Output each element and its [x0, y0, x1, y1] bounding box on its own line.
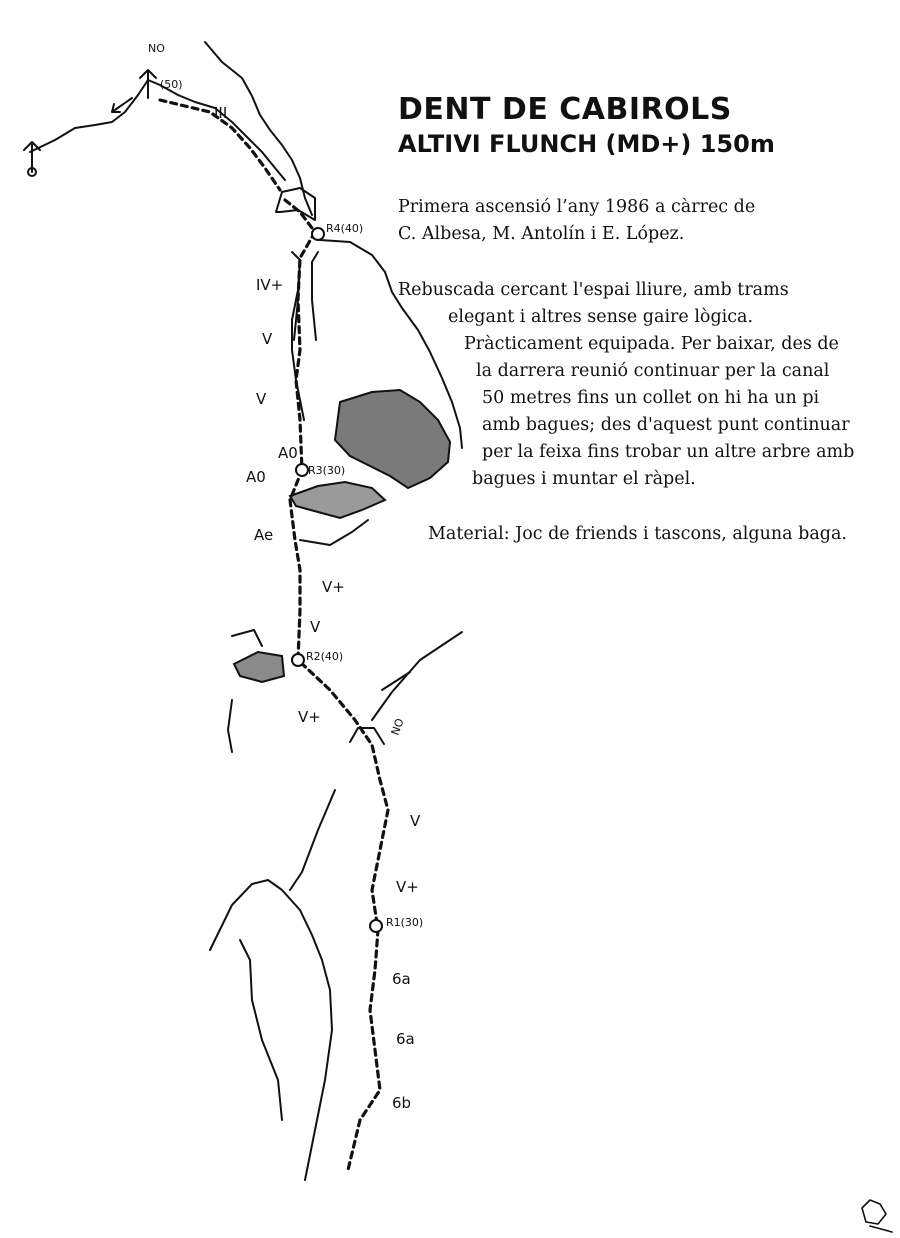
- r2-ledge: [228, 630, 262, 752]
- hatched-overhang: [335, 390, 450, 488]
- aid-label-a0-1: A0: [278, 444, 298, 462]
- grade-label-v-1: V: [262, 330, 273, 348]
- page-title: DENT DE CABIROLS: [398, 92, 732, 127]
- route-notes-line-6: amb bagues; des d'aquest punt continuar: [482, 415, 850, 435]
- route-notes-line-4: la darrera reunió continuar per la canal: [476, 361, 830, 381]
- aid-label-ae: Ae: [254, 526, 274, 544]
- north-label-mid: NO: [388, 716, 407, 738]
- descent-ridge: [30, 80, 285, 180]
- belay-r1: [370, 920, 382, 932]
- descent-arrow: [112, 98, 132, 112]
- grade-label-6b: 6b: [392, 1094, 412, 1112]
- gully-left-wall: [290, 790, 335, 890]
- route-notes-line-8: bagues i muntar el ràpel.: [472, 469, 696, 489]
- grade-label-6a-1: 6a: [392, 970, 411, 988]
- belay-label-r2: R2(40): [306, 650, 344, 663]
- route-notes-line-2: elegant i altres sense gaire lògica.: [448, 307, 754, 327]
- material-line: Material: Joc de friends i tascons, alguna baga.: [428, 524, 847, 544]
- route-notes-line-3: Pràcticament equipada. Per baixar, des de: [464, 334, 839, 354]
- north-label-top: NO: [148, 42, 165, 55]
- first-ascent-line-1: Primera ascensió l’any 1986 a càrrec de: [398, 197, 756, 217]
- grade-label-v-3: V: [310, 618, 321, 636]
- descent-grade-label: III: [214, 104, 228, 122]
- belay-r4: [312, 228, 324, 240]
- grade-label-6a-2: 6a: [396, 1030, 415, 1048]
- grade-label-v-plus-2: V+: [298, 708, 321, 726]
- author-mark: [862, 1200, 892, 1232]
- descent-belay-label: (50): [160, 78, 183, 91]
- belay-label-r4: R4(40): [326, 222, 364, 235]
- wall-base: [300, 520, 368, 545]
- first-ascent-line-2: C. Albesa, M. Antolín i E. López.: [398, 224, 685, 244]
- belay-label-r3: R3(30): [308, 464, 346, 477]
- grade-label-v-plus-3: V+: [396, 878, 419, 896]
- grade-label-v-4: V: [410, 812, 421, 830]
- route-subtitle: ALTIVI FLUNCH (MD+) 150m: [398, 130, 775, 158]
- grade-label-v-plus-1: V+: [322, 578, 345, 596]
- r2-block: [234, 652, 284, 682]
- gully-right-wall: [372, 632, 462, 720]
- belay-r3: [296, 464, 308, 476]
- aid-label-a0-2: A0: [246, 468, 266, 486]
- belay-r2: [292, 654, 304, 666]
- grade-label-v-2: V: [256, 390, 267, 408]
- grade-label-iv-plus: IV+: [256, 276, 284, 294]
- summit-arrow-top: [140, 70, 156, 98]
- main-route: [285, 200, 388, 1170]
- lower-pillar: [210, 880, 332, 1180]
- top-block: [276, 188, 315, 220]
- lower-overhang: [290, 482, 385, 518]
- lower-pillar-inner: [240, 940, 282, 1120]
- route-notes-line-7: per la feixa fins trobar un altre arbre amb: [482, 442, 855, 462]
- route-notes-line-5: 50 metres fins un collet on hi ha un pi: [482, 388, 820, 408]
- route-notes-line-1: Rebuscada cercant l'espai lliure, amb trams: [398, 280, 789, 300]
- belay-label-r1: R1(30): [386, 916, 424, 929]
